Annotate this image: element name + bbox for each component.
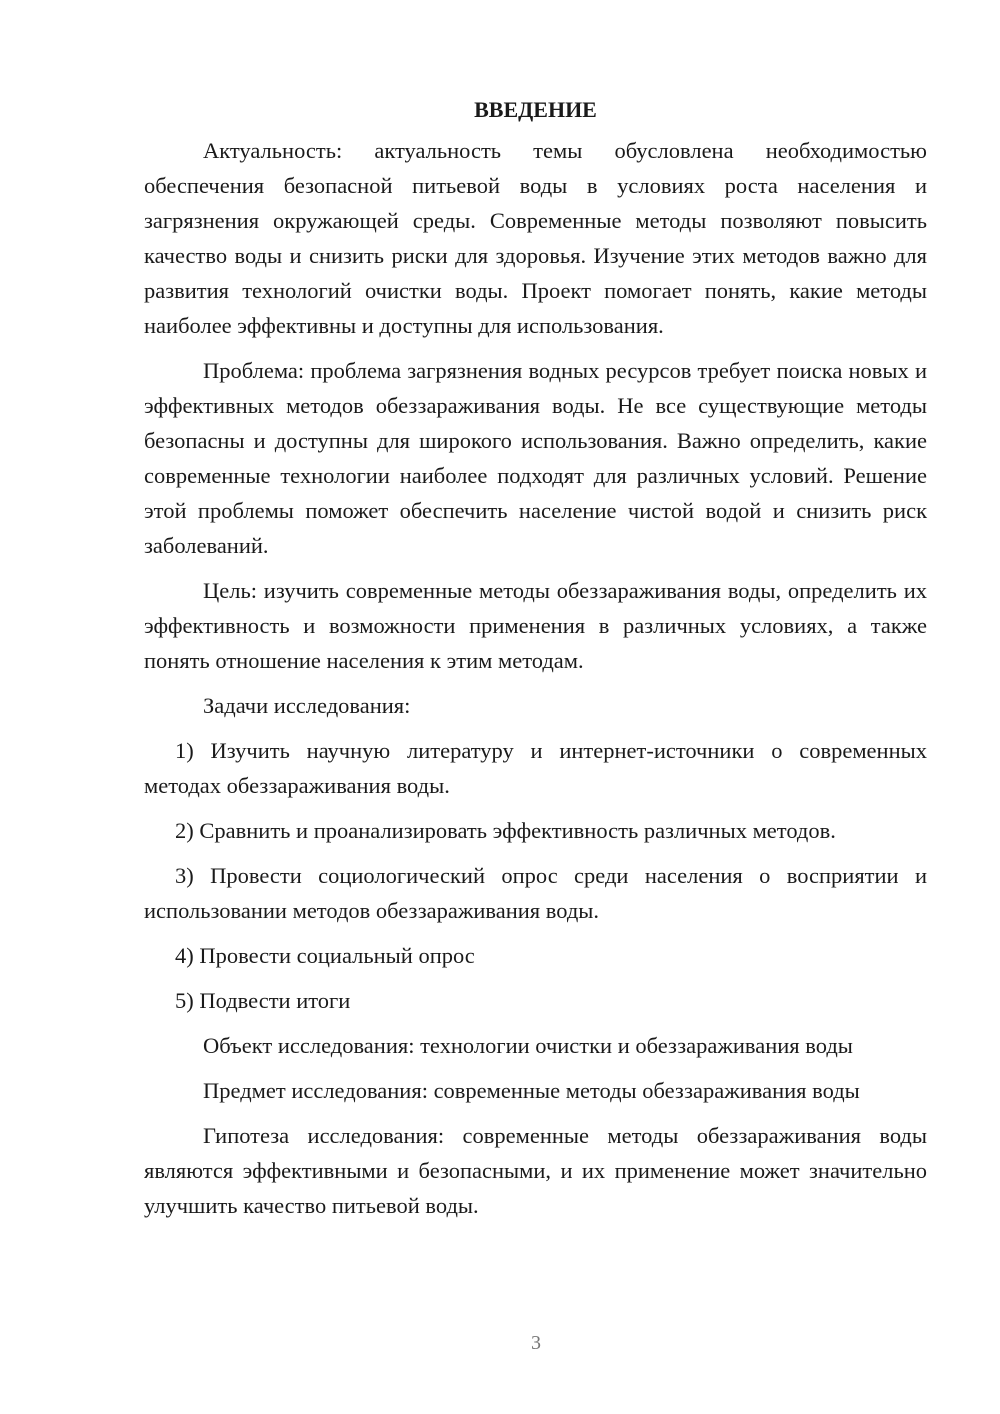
task-item-1: 1) Изучить научную литературу и интернет-источники о современных методах обеззараживания воды. <box>144 738 927 798</box>
page-number: 3 <box>531 1332 541 1354</box>
task-item-3: 3) Провести социологический опрос среди населения о восприятии и использовании методов обеззараживания воды. <box>144 863 927 923</box>
problem-paragraph: Проблема: проблема загрязнения водных ресурсов требует поиска новых и эффективных методов обеззараживания воды. Не все существующие методы безопасны и доступны для широкого использования. Важно определить, какие современные технологии наиболее подходят для различных условий. Решение этой проблемы поможет обеспечить население чистой водой и снизить риск заболеваний. <box>144 358 927 558</box>
relevance-paragraph: Актуальность: актуальность темы обусловлена необходимостью обеспечения безопасной питьевой воды в условиях роста населения и загрязнения окружающей среды. Современные методы позволяют повысить качество воды и снизить риски для здоровья. Изучение этих методов важно для развития технологий очистки воды. Проект помогает понять, какие методы наиболее эффективны и доступны для использования. <box>144 138 927 338</box>
task-item-2: 2) Сравнить и проанализировать эффективность различных методов. <box>175 818 836 843</box>
task-item-4: 4) Провести социальный опрос <box>175 943 475 968</box>
research-object: Объект исследования: технологии очистки и обеззараживания воды <box>203 1033 853 1058</box>
document-body <box>144 92 927 1233</box>
task-item-5: 5) Подвести итоги <box>175 988 351 1013</box>
goal-paragraph: Цель: изучить современные методы обеззараживания воды, определить их эффективность и возможности применения в различных условиях, а также понять отношение населения к этим методам. <box>144 578 927 673</box>
tasks-heading: Задачи исследования: <box>203 693 411 718</box>
hypothesis-paragraph: Гипотеза исследования: современные методы обеззараживания воды являются эффективными и безопасными, и их применение может значительно улучшить качество питьевой воды. <box>144 1123 927 1218</box>
section-title: ВВЕДЕНИЕ <box>474 97 597 122</box>
research-subject: Предмет исследования: современные методы обеззараживания воды <box>203 1078 860 1103</box>
